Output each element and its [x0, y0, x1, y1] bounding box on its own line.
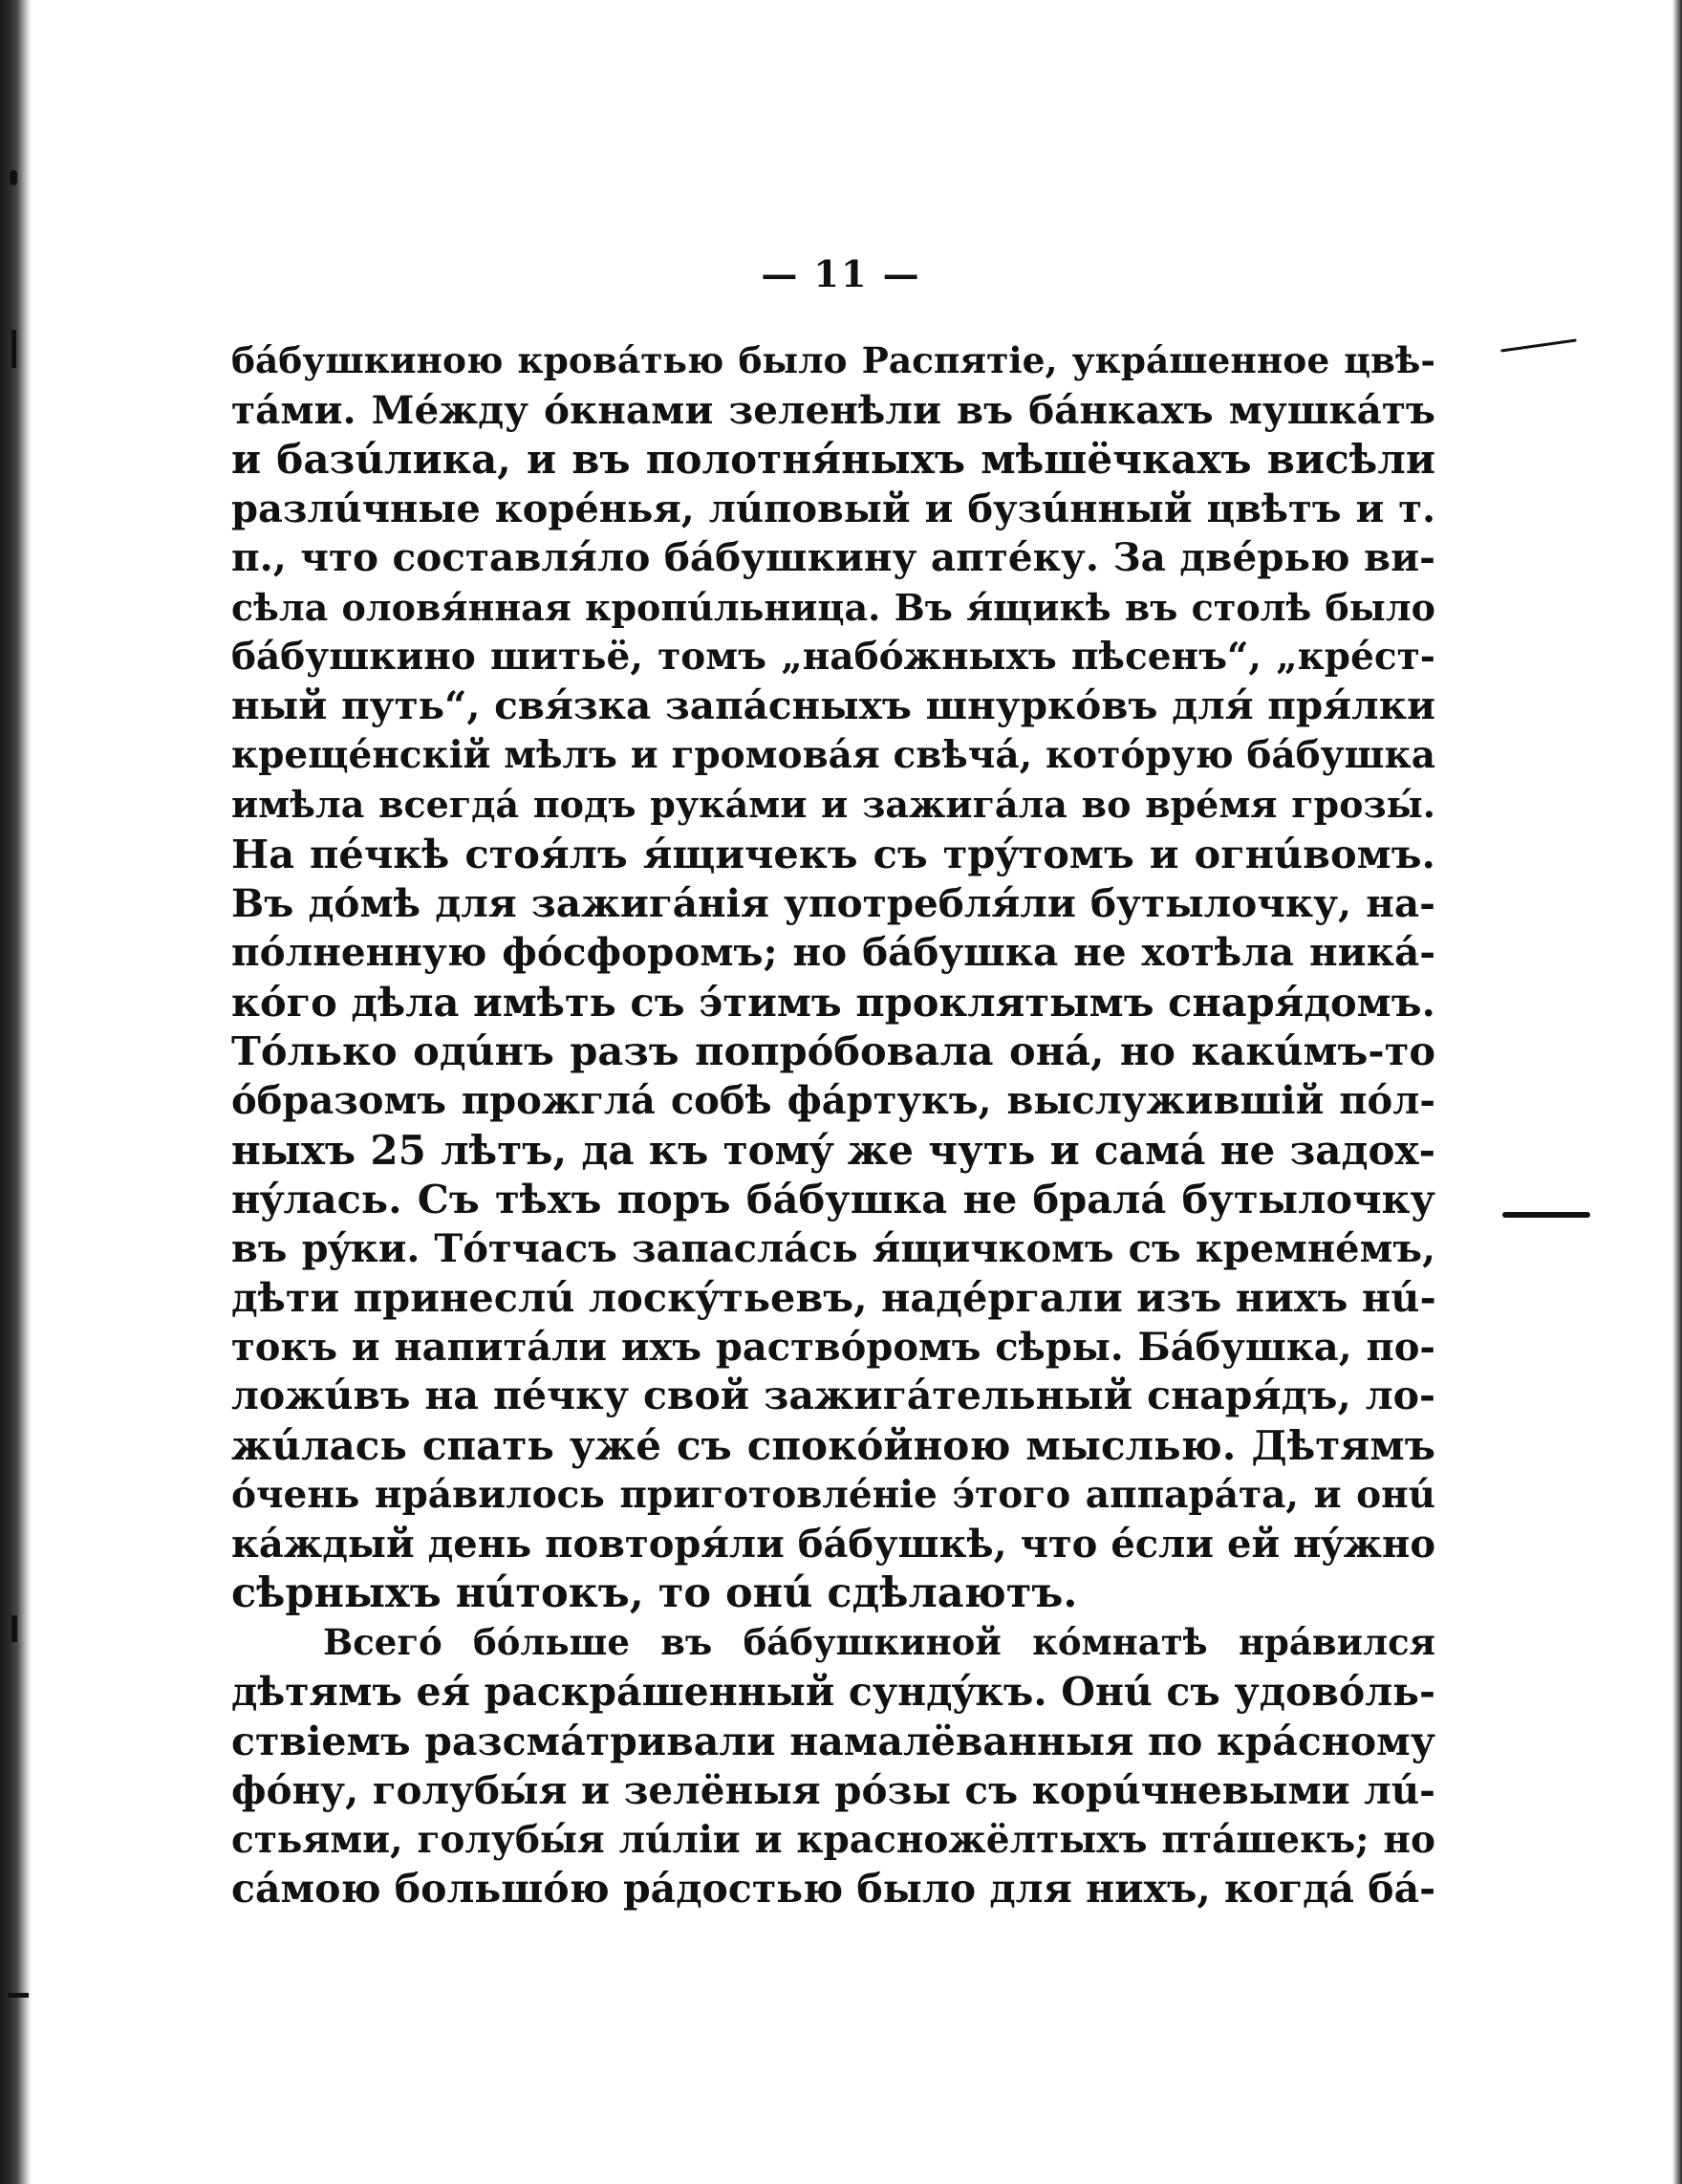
text-line: тáми. Мéжду óкнами зеленѣли въ бáнкахъ мушкáтъ [231, 386, 1435, 433]
binding-mark [11, 1615, 17, 1642]
text-line: въ рýки. Тóтчасъ запаслáсь я́щичкомъ съ кремнéмъ, [231, 1225, 1435, 1271]
text-line: стьями, голубы́я лúліи и красножёлтыхъ птáшекъ; но [231, 1817, 1435, 1862]
text-line: кóго дѣла имѣть съ э́тимъ проклятымъ снаря́домъ. [231, 978, 1435, 1026]
paragraph [231, 1618, 1435, 1914]
text-line: и базúлика, и въ полотня́ныхъ мѣшёчкахъ висѣли [231, 436, 1435, 484]
text-line: Всегó бóльше въ бáбушкиной кóмнатѣ нрáвился [323, 1621, 1435, 1664]
body-text [231, 336, 1435, 1914]
text-line: ложúвъ на пéчку свой зажигáтельный снаря́дъ, ло- [231, 1373, 1435, 1419]
text-line: фóну, голубы́я и зелёныя рóзы съ корúчневыми лú- [231, 1767, 1435, 1814]
margin-pencil-mark [1502, 1212, 1590, 1218]
text-line: бáбушкино шитьё, томъ „набóжныхъ пѣсенъ“, „крéст- [231, 634, 1435, 679]
binding-mark [10, 170, 17, 185]
text-line: п., что составля́ло бáбушкину аптéку. За двéрью ви- [231, 534, 1435, 581]
paragraph [231, 336, 1435, 1618]
text-line: óбразомъ прожглá собѣ фáртукъ, выслужившій пóл- [231, 1077, 1435, 1123]
text-line: ныхъ 25 лѣтъ, да къ томý же чуть и самá не задох- [231, 1126, 1435, 1174]
text-line: На пéчкѣ стоя́лъ я́щичекъ съ трýтомъ и огнúвомъ. [231, 830, 1435, 877]
text-line: óчень нрáвилось приготовлéніе э́того аппарáта, и онú [231, 1472, 1435, 1517]
book-binding-edge [0, 0, 32, 2184]
page-number: — 11 — [761, 252, 921, 295]
text-line: сáмою большóю рáдостью было для нихъ, когдá бá- [231, 1866, 1436, 1913]
text-line: разлúчные корéнья, лúповый и бузúнный цвѣтъ и т. [231, 486, 1435, 531]
text-line: нýлась. Съ тѣхъ поръ бáбушка не бралá бутылочку [231, 1176, 1435, 1223]
text-line: кáждый день повторя́ли бáбушкѣ, что éсли ей нýжно [231, 1522, 1435, 1568]
text-line: сѣрныхъ нúтокъ, то онú сдѣлаютъ. [231, 1568, 1078, 1617]
text-line: ствіемъ разсмáтривали намалёванныя по крáсному [231, 1718, 1435, 1764]
text-line: бáбушкиною кровáтью было Распятіе, укрáшенное цвѣ- [231, 339, 1435, 381]
text-line: токъ и напитáли ихъ раствóромъ сѣры. Бáбушка, по- [231, 1324, 1435, 1370]
margin-pencil-mark [1500, 338, 1577, 352]
binding-mark [8, 1993, 29, 1998]
text-line: дѣтямъ ея́ раскрáшенный сундýкъ. Онú съ удовóль- [231, 1669, 1435, 1716]
text-line: жúлась спать ужé съ спокóйною мыслью. Дѣтямъ [231, 1422, 1435, 1470]
binding-mark [11, 330, 16, 368]
text-line: Въ дóмѣ для зажигáнія употребля́ли бутылочку, на- [231, 879, 1435, 926]
text-line: крещéнскій мѣлъ и громовáя свѣчá, котóрую бáбушка [231, 732, 1435, 777]
page-right-edge [1672, 0, 1682, 2184]
text-line: Тóлько одúнъ разъ попрóбовала онá, но какúмъ-то [231, 1027, 1435, 1075]
text-line: имѣла всегдá подъ рукáми и зажигáла во врéмя грозы́. [231, 783, 1435, 827]
text-line: ный путь“, свя́зка запáсныхъ шнуркóвъ для́ пря́лки [231, 682, 1435, 729]
text-line: дѣти принеслú лоскýтьевъ, надéргали изъ нихъ нú- [231, 1274, 1436, 1322]
text-line: сѣла оловя́нная кропúльница. Въ я́щикѣ въ столѣ было [231, 585, 1435, 629]
text-line: пóлненную фóсфоромъ; но бáбушка не хотѣла никá- [231, 929, 1435, 976]
